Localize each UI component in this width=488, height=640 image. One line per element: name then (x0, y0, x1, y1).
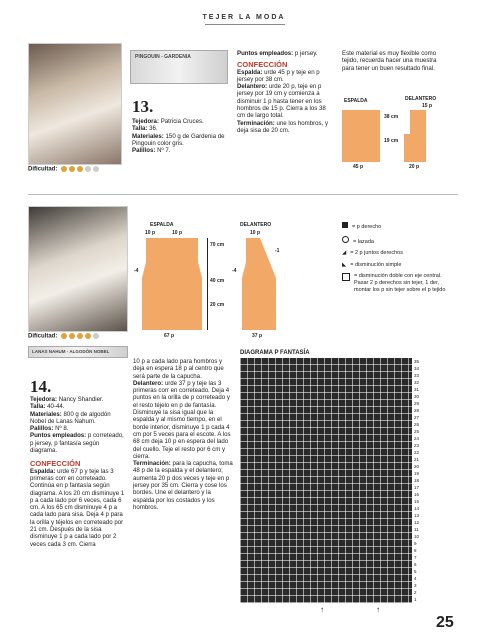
schema-14-minus1: -1 (275, 248, 280, 254)
legend-item (342, 236, 452, 246)
square-symbol-icon (342, 222, 348, 228)
confeccion-title: CONFECCIÓN (237, 60, 288, 70)
arrow-up-icon: ↑ (320, 605, 324, 614)
materiales-label: Materiales: (30, 410, 62, 418)
espalda-value: urde 45 p y teje en p jersey por 38 cm. (237, 68, 320, 83)
row-number: 2 (414, 590, 417, 595)
circle-symbol-icon (342, 236, 349, 243)
legend-text: = disminución simple (350, 261, 402, 268)
puntos-label: Puntos empleados: (30, 432, 87, 440)
schema-14-minus4a: -4 (134, 268, 139, 274)
schema-14-m20: 20 cm (210, 302, 225, 308)
talla-value: 36. (149, 125, 158, 133)
box-symbol-icon (342, 273, 350, 281)
row-number: 15 (414, 499, 420, 504)
terminacion-label: Terminación: (237, 119, 275, 127)
row-number: 33 (414, 373, 420, 378)
row-number: 12 (414, 520, 420, 525)
terminacion-value: para la capucha, toma 48 p de la espalda y el delantero; aumenta 20 p dos veces y teje en p jersey por 35 cm. Cierra y cose los bordes. Une el delantero y la espalda por los costados y los hombros. (133, 460, 233, 511)
schema-13-espalda-shape (342, 110, 380, 162)
row-number: 13 (414, 513, 420, 518)
yarn-label: LANAS NAHUM - ALGODÓN NOBEL (32, 349, 110, 354)
row-number: 6 (414, 562, 417, 567)
difficulty-dot-icon (61, 166, 67, 172)
espalda-value: urde 67 p y teje las 3 primeras corr en correteado. Continúa en p fantasía según diagrama. A los 20 cm disminuye 1 p a cada lado por 6 veces, cada 6 cm. A los 65 cm disminuye 4 p a cada lado para sisa. Deja 4 p para la orilla y téjelos en correteado por 21 cm. Después de la sisa disminuye 1 p a cada lado por 2 veces cada 3 cm. Cierra (30, 467, 125, 548)
row-number: 25 (414, 429, 420, 434)
schema-13-delantero-shape (404, 110, 430, 162)
project-13-note: Este material es muy flexible como tejido, recuerda hacer una muestra para tener un buen resultado final. (342, 50, 437, 72)
legend-text: = disminución doble con eje central. Pasar 2 p derechos sin tejer, 1 der, montar los p sin tejer sobre el p tejido (354, 273, 446, 293)
puntos-label: Puntos empleados: (237, 50, 294, 57)
legend-item (342, 262, 452, 269)
espalda-label: Espalda: (30, 467, 56, 475)
row-number: 24 (414, 436, 420, 441)
schema-14-b37: 37 p (252, 333, 263, 339)
puntos-value: p jersey. (294, 50, 318, 57)
schema-14-minus4b: -4 (232, 268, 237, 274)
schema-14-t10c: 10 p (250, 230, 261, 236)
row-number: 17 (414, 485, 420, 490)
legend-text: = p derecho (352, 224, 382, 230)
project-13-number: 13. (132, 97, 154, 116)
row-number: 34 (414, 366, 420, 371)
triangle-left-icon: ◢ (342, 250, 347, 257)
legend-item (342, 222, 452, 231)
palillos-label: Palillos: (30, 425, 54, 433)
project-13-specs (132, 118, 230, 154)
schema-14-espalda-label: ESPALDA (150, 222, 174, 228)
difficulty-dot-icon (93, 166, 99, 172)
row-number: 32 (414, 380, 420, 385)
delantero-label: Delantero: (133, 379, 164, 387)
difficulty-dot-icon (93, 333, 99, 339)
pattern-chart-grid (240, 358, 412, 603)
schema-14-espalda-shape (140, 238, 204, 330)
tejedora-value: Nancy Shandier. (58, 396, 104, 403)
row-numbers (414, 358, 428, 603)
row-number: 14 (414, 506, 420, 511)
row-number: 20 (414, 464, 420, 469)
row-number: 16 (414, 492, 420, 497)
project-14-photo (28, 206, 128, 332)
row-number: 29 (414, 401, 420, 406)
legend-text: = 2 p juntos derechos (350, 250, 403, 257)
schema-14-height-line (207, 238, 208, 330)
project-14-number: 14. (30, 377, 52, 396)
row-number: 26 (414, 422, 420, 427)
project-14-specs (30, 396, 128, 548)
schema-14-m70: 70 cm (210, 242, 225, 248)
delantero-value: urde 20 p, teje en p jersey por 19 cm y comienza a disminuir 1 p hasta tener en los hombros de 15 p. Cierra a los 38 cm de largo total. (237, 83, 326, 120)
schema-13-top15: 15 p (422, 103, 433, 109)
project-13-photo (28, 43, 122, 165)
schema-13-m38: 38 cm (384, 114, 399, 120)
section-divider (28, 194, 458, 195)
legend-text: = lazada (353, 238, 374, 245)
project-14-difficulty (28, 333, 99, 340)
row-number: 28 (414, 408, 420, 413)
symbol-legend (342, 222, 452, 293)
row-number: 9 (414, 541, 417, 546)
row-number: 19 (414, 471, 420, 476)
tejedora-label: Tejedora: (30, 396, 57, 403)
palillos-label: Palillos: (132, 147, 156, 155)
tejedora-label: Tejedora: (132, 118, 159, 125)
tejedora-value: Patricia Cruces. (160, 118, 204, 125)
materiales-value: 150 g de Gardenia de Pingouin color gris. (132, 132, 225, 147)
difficulty-dot-icon (69, 166, 75, 172)
schema-14-t10a: 10 p (145, 230, 156, 236)
row-number: 7 (414, 555, 417, 560)
schema-13-b20: 20 p (409, 164, 420, 170)
row-number: 4 (414, 576, 417, 581)
row-number: 21 (414, 457, 420, 462)
triangle-right-icon: ◣ (342, 261, 347, 268)
row-number: 30 (414, 394, 420, 399)
legend-item (342, 250, 452, 257)
schema-14-m40: 40 cm (210, 278, 225, 284)
difficulty-dot-icon (77, 333, 83, 339)
schema-13-b45: 45 p (353, 164, 364, 170)
delantero-label: Delantero: (237, 83, 268, 91)
schema-14-t10b: 10 p (172, 230, 183, 236)
terminacion-value: une los hombros, y deja sisa de 20 cm. (237, 119, 329, 134)
schema-14-b67: 67 p (164, 333, 175, 339)
row-number: 23 (414, 443, 420, 448)
row-number: 27 (414, 415, 420, 420)
confeccion-title: CONFECCIÓN (30, 459, 81, 469)
difficulty-label: Dificultad: (28, 166, 58, 173)
puntos-value: p correteado, p jersey, p fantasía según diagrama. (30, 432, 124, 455)
difficulty-label: Dificultad: (28, 333, 58, 340)
yarn-label: PINGOUIN - GARDENIA (135, 54, 191, 60)
col2-continuation: 10 p a cada lado para hombros y deja en espera 18 p al centro que será parte de la capucha. (133, 358, 224, 380)
row-number: 11 (414, 527, 419, 532)
difficulty-dot-icon (69, 333, 75, 339)
page-number: 25 (436, 614, 454, 631)
palillos-value: Nº 7. (157, 147, 171, 155)
schema-13-delantero-label: DELANTERO (405, 96, 437, 102)
project-14-yarn-swatch (28, 346, 128, 358)
difficulty-dot-icon (85, 166, 91, 172)
legend-item (342, 273, 452, 293)
diagram-title: DIAGRAMA P FANTASÍA (240, 350, 310, 356)
schema-13-m19: 19 cm (384, 138, 399, 144)
project-13-yarn-swatch (130, 50, 228, 84)
schema-13-espalda-label: ESPALDA (344, 98, 368, 104)
talla-label: Talla: (30, 403, 46, 411)
talla-label: Talla: (132, 125, 148, 133)
row-number: 5 (414, 569, 417, 574)
talla-value: 40-44. (47, 403, 65, 411)
project-14-instructions (133, 358, 233, 511)
row-number: 10 (414, 534, 420, 539)
row-number: 31 (414, 387, 420, 392)
row-number: 3 (414, 583, 417, 588)
difficulty-dot-icon (77, 166, 83, 172)
espalda-label: Espalda: (237, 68, 263, 76)
row-number: 8 (414, 548, 417, 553)
arrow-up-icon: ↑ (376, 605, 380, 614)
project-13-difficulty (28, 166, 99, 173)
difficulty-dot-icon (85, 333, 91, 339)
delantero-value: urde 37 p y teje las 3 primeras corr en correteado. Deja 4 puntos en la orilla de p correteado y el resto téjelo en p de fantasía. Disminuye la sisa igual que la espalda y al mismo tiempo, en el borde interior, disminuye 1 p cada 4 cm por 5 veces para el escote. A los 68 cm deja 10 p en espera del lado del cuello. Teje el resto por 6 cm y cierra. (133, 379, 231, 460)
header-divider (205, 24, 285, 25)
materiales-label: Materiales: (132, 132, 164, 140)
materiales-value: 800 g de algodón Nobel de Lanas Nahum. (30, 410, 111, 425)
row-number: 35 (414, 359, 420, 364)
schema-14-delantero-label: DELANTERO (240, 222, 272, 228)
palillos-value: Nº 8. (55, 425, 69, 433)
project-13-instructions (237, 50, 331, 134)
schema-14-delantero-shape (240, 238, 280, 330)
row-number: 18 (414, 478, 420, 483)
row-number: 1 (414, 597, 417, 602)
difficulty-dot-icon (61, 333, 67, 339)
section-header: TEJER LA MODA (202, 14, 286, 21)
row-number: 22 (414, 450, 420, 455)
terminacion-label: Terminación: (133, 460, 171, 468)
